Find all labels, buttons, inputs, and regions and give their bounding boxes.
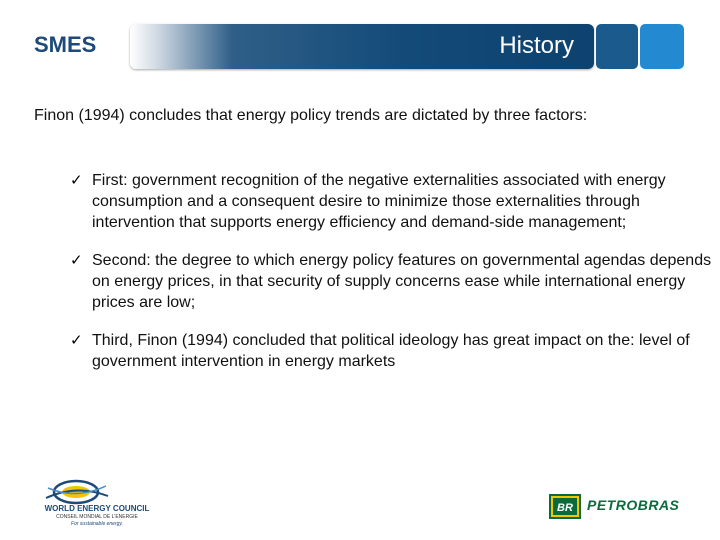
bullet-text: Second: the degree to which energy policy features on governmental agendas depends on energy prices, in that security of supply concerns ease while international energy prices are low; xyxy=(92,252,712,311)
slide-title: History xyxy=(499,32,574,59)
bullet-text: First: government recognition of the negative externalities associated with energy consumption and a consequent desire to minimize those externalities through intervention that supports energy efficiency and demand-side management; xyxy=(92,172,666,231)
brand-label: SMES xyxy=(34,32,97,57)
title-bar xyxy=(130,24,594,69)
accent-square-light xyxy=(640,24,684,69)
bullet-list xyxy=(70,170,720,389)
bullet-item xyxy=(70,330,720,372)
wec-subtitle: CONSEIL MONDIAL DE L'ENERGIE xyxy=(56,514,138,520)
bullet-text: Third, Finon (1994) concluded that political ideology has great impact on the: level of government intervention in energy markets xyxy=(92,332,690,370)
wec-name: WORLD ENERGY COUNCIL xyxy=(44,504,150,513)
bullet-item xyxy=(70,170,720,233)
checkmark-icon: ✓ xyxy=(70,172,83,189)
bullet-item xyxy=(70,250,720,313)
wec-tagline: For sustainable energy. xyxy=(71,521,123,527)
br-logo xyxy=(549,494,581,519)
checkmark-icon: ✓ xyxy=(70,252,83,269)
petrobras-wordmark: PETROBRAS xyxy=(587,497,680,513)
intro-text: Finon (1994) concludes that energy policy trends are dictated by three factors: xyxy=(34,107,588,124)
checkmark-icon: ✓ xyxy=(70,332,83,349)
accent-square-dark xyxy=(596,24,638,69)
br-mark: BR xyxy=(557,502,573,514)
